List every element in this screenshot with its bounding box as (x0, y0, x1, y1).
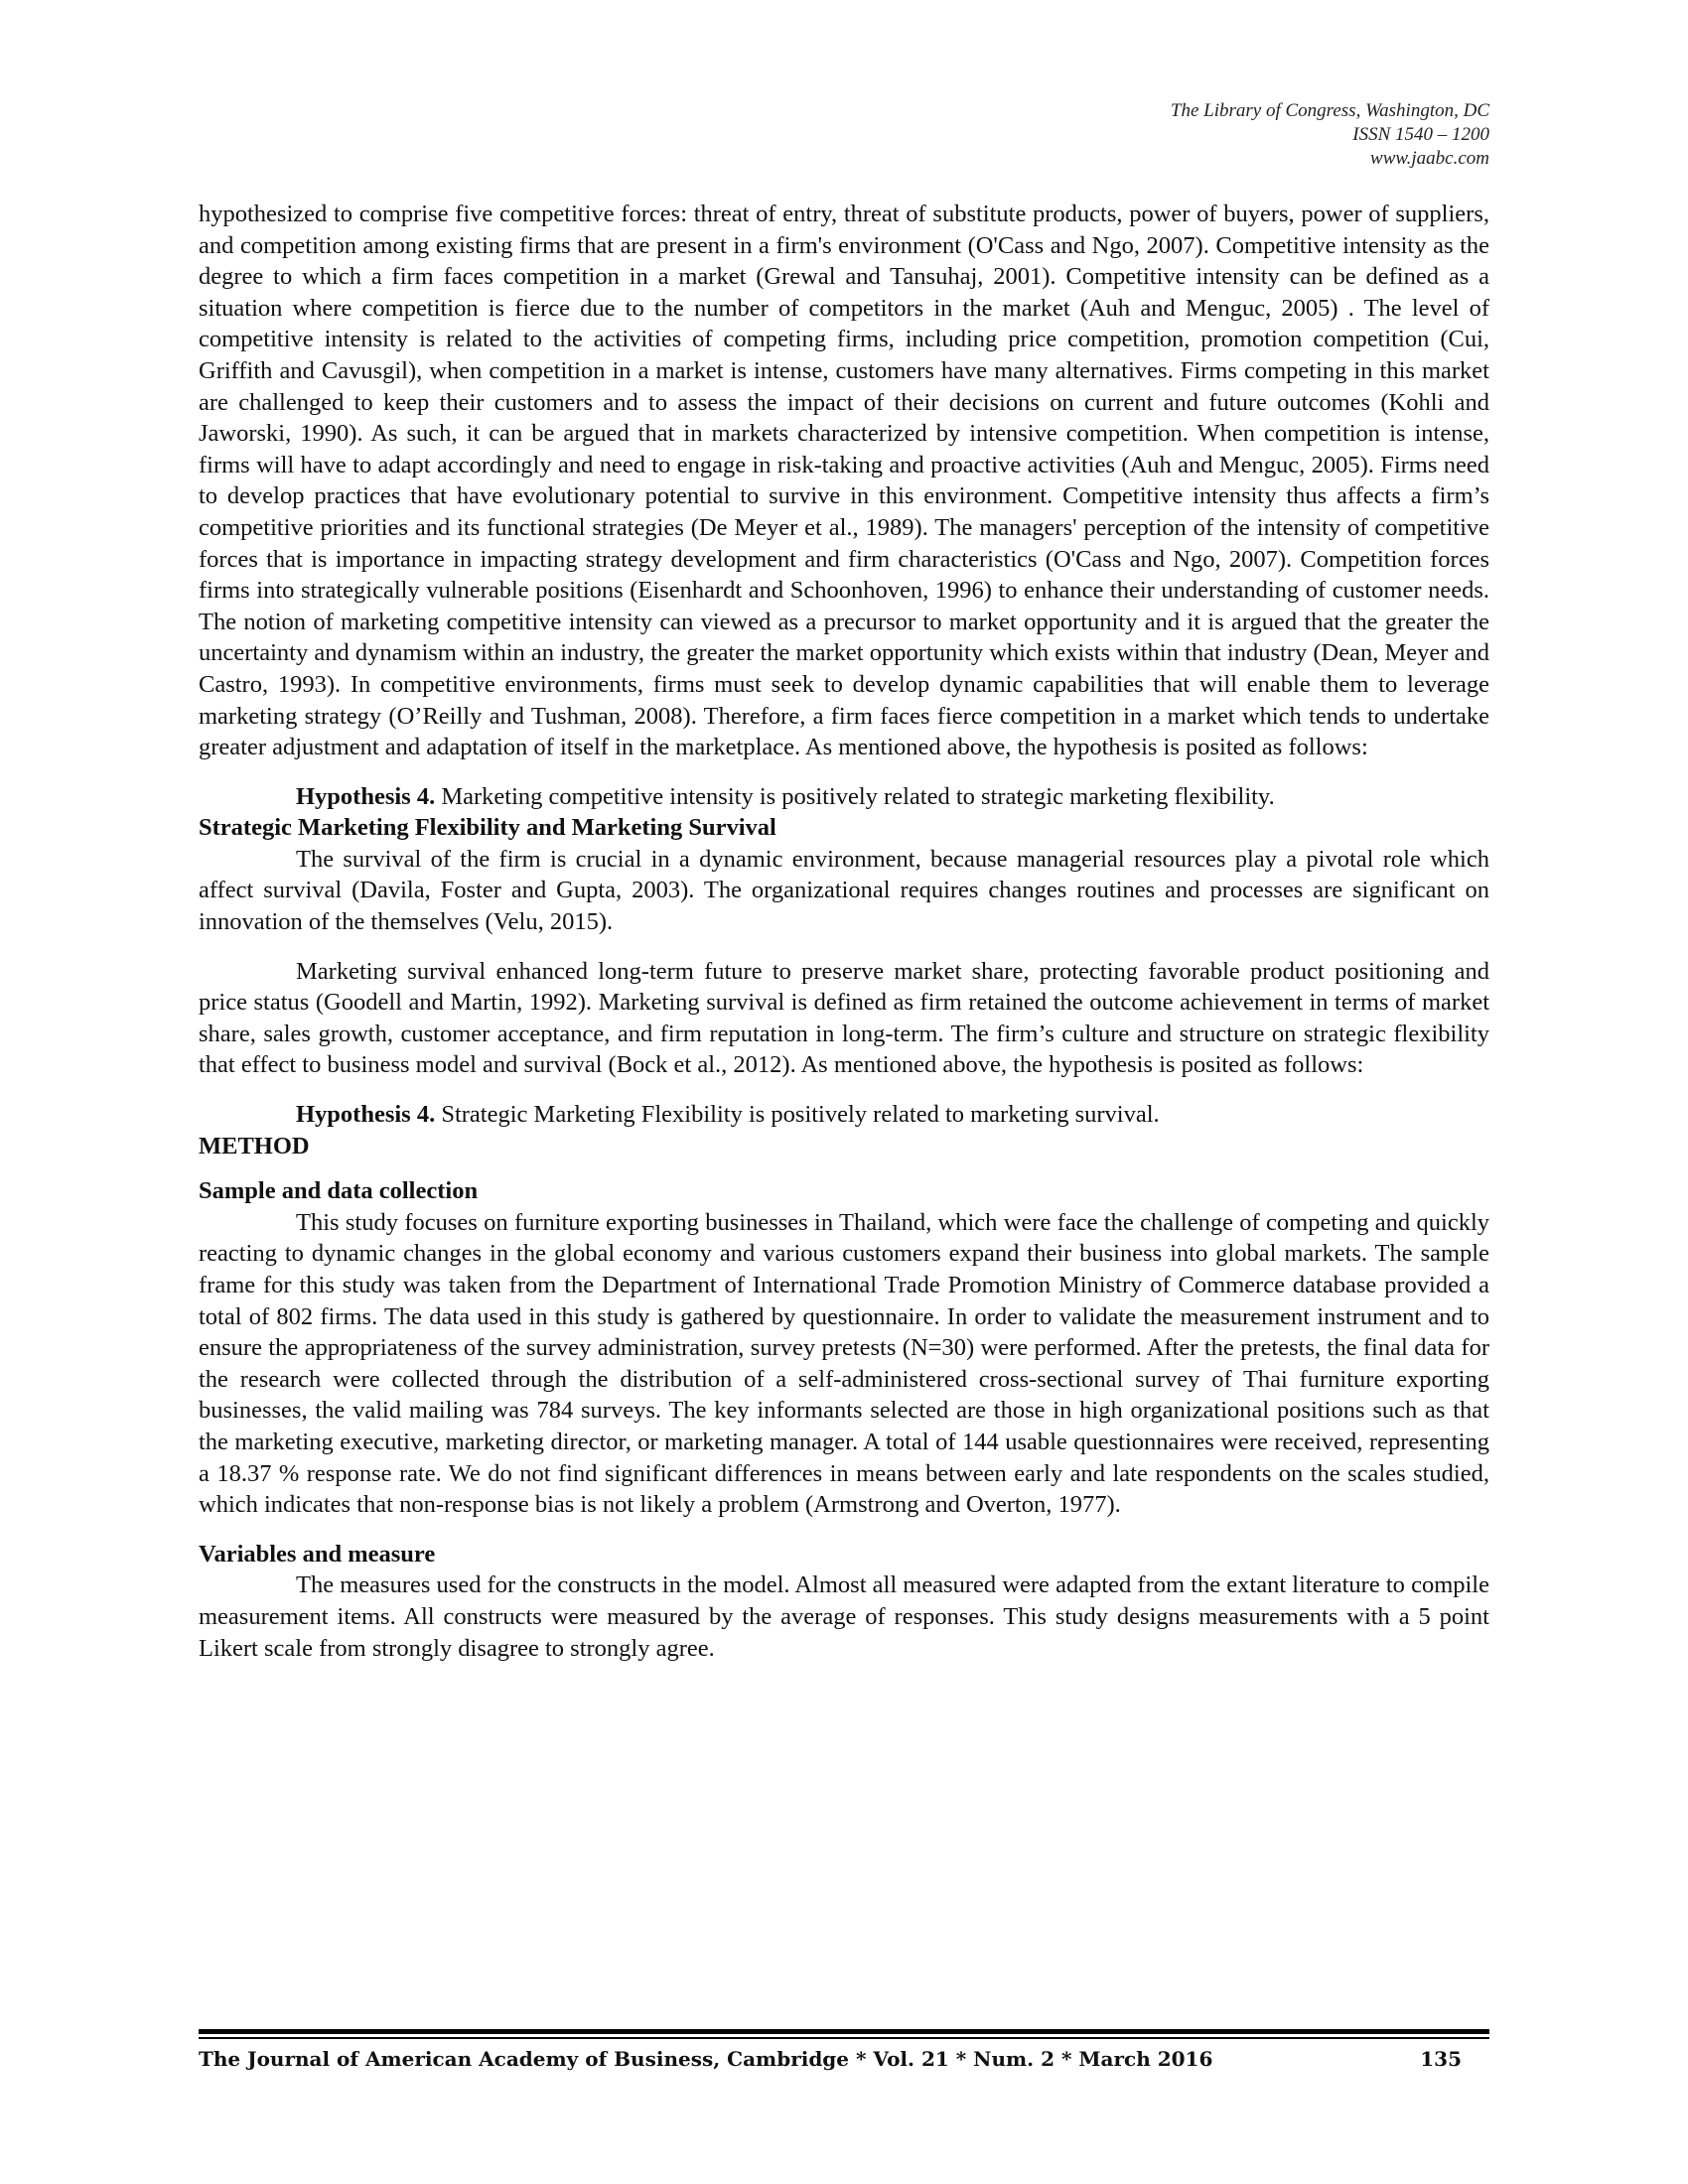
paragraph-competitive-intensity: hypothesized to comprise five competitive forces: threat of entry, threat of substitute products, power of buyers, power of suppliers, and competition among existing firms that are present in a firm's environment (O'Cass and Ngo, 2007). Competitive intensity as the degree to which a firm faces competition in a market (Grewal and Tansuhaj, 2001). Competitive intensity can be defined as a situation where competition is fierce due to the number of competitors in the market (Auh and Menguc, 2005) . The level of competitive intensity is related to the activities of competing firms, including price competition, promotion competition (Cui, Griffith and Cavusgil), when competition in a market is intense, customers have many alternatives. Firms competing in this market are challenged to keep their customers and to assess the impact of their decisions on current and future outcomes (Kohli and Jaworski, 1990). As such, it can be argued that in markets characterized by intensive competition. When competition is intense, firms will have to adapt accordingly and need to engage in risk-taking and proactive activities (Auh and Menguc, 2005). Firms need to develop practices that have evolutionary potential to survive in this environment. Competitive intensity thus affects a firm’s competitive priorities and its functional strategies (De Meyer et al., 1989). The managers' perception of the intensity of competitive forces that is importance in impacting strategy development and firm characteristics (O'Cass and Ngo, 2007). Competition forces firms into strategically vulnerable positions (Eisenhardt and Schoonhoven, 1996) to enhance their understanding of customer needs. The notion of marketing competitive intensity can viewed as a precursor to market opportunity and it is argued that the greater the uncertainty and dynamism within an industry, the greater the market opportunity which exists within that industry (Dean, Meyer and Castro, 1993). In competitive environments, firms must seek to develop dynamic capabilities that will enable them to leverage marketing strategy (O’Reilly and Tushman, 2008). Therefore, a firm faces fierce competition in a market which tends to undertake greater adjustment and adaptation of itself in the marketplace. As mentioned above, the hypothesis is posited as follows: (199, 201, 1489, 761)
header-issn: ISSN 1540 – 1200 (1352, 124, 1489, 145)
section-heading-variables: Variables and measure (199, 1540, 436, 1568)
body-text (199, 199, 1489, 1664)
page-footer (199, 2047, 1489, 2079)
hypothesis-text: Strategic Marketing Flexibility is positively related to marketing survival. (435, 1101, 1160, 1129)
section-heading-flexibility-survival: Strategic Marketing Flexibility and Marketing Survival (199, 814, 776, 842)
page-number: 135 (1420, 2047, 1462, 2071)
section-heading-sample: Sample and data collection (199, 1177, 479, 1205)
paragraph-sample: This study focuses on furniture exporting businesses in Thailand, which were face the challenge of competing and quickly reacting to dynamic changes in the global economy and various customers expand their business into global markets. The sample frame for this study was taken from the Department of International Trade Promotion Ministry of Commerce database provided a total of 802 firms. The data used in this study is gathered by questionnaire. In order to validate the measurement instrument and to ensure the appropriateness of the survey administration, survey pretests (N=30) were performed. After the pretests, the final data for the research were collected through the distribution of a self-administered cross-sectional survey of Thai furniture exporting businesses, the valid mailing was 784 surveys. The key informants selected are those in high organizational positions such as that the marketing executive, marketing director, or marketing manager. A total of 144 usable questionnaires were received, representing a 18.37 % response rate. We do not find significant differences in means between early and late respondents on the scales studied, which indicates that non-response bias is not likely a problem (Armstrong and Overton, 1977). (199, 1208, 1489, 1519)
hypothesis-text: Marketing competitive intensity is positively related to strategic marketing flexibility. (435, 782, 1275, 810)
paragraph-survival: The survival of the firm is crucial in a dynamic environment, because managerial resources play a pivotal role which affect survival (Davila, Foster and Gupta, 2003). The organizational requires changes routines and processes are significant on innovation of the themselves (Velu, 2015). (199, 845, 1489, 936)
footer-rule (199, 2029, 1489, 2034)
hypothesis-statement-1 (199, 781, 1489, 813)
paragraph-marketing-survival: Marketing survival enhanced long-term future to preserve market share, protecting favorable product positioning and price status (Goodell and Martin, 1992). Marketing survival is defined as firm retained the outcome achievement in terms of market share, sales growth, customer acceptance, and firm reputation in long-term. The firm’s culture and structure on strategic flexibility that effect to business model and survival (Bock et al., 2012). As mentioned above, the hypothesis is posited as follows: (199, 957, 1489, 1079)
hypothesis-statement-2 (199, 1099, 1489, 1131)
running-header (1171, 99, 1489, 171)
footer-journal: The Journal of American Academy of Business, Cambridge * Vol. 21 * Num. 2 * March 2016 (199, 2047, 1213, 2071)
footer-rule-thin (199, 2037, 1489, 2039)
method-heading: METHOD (199, 1132, 310, 1160)
hypothesis-label: Hypothesis 4. (296, 782, 436, 810)
hypothesis-label: Hypothesis 4. (296, 1101, 436, 1129)
header-publisher: The Library of Congress, Washington, DC (1170, 100, 1489, 121)
paragraph-variables: The measures used for the constructs in the model. Almost all measured were adapted from the extant literature to compile measurement items. All constructs were measured by the average of responses. This study designs measurements with a 5 point Likert scale from strongly disagree to strongly agree. (199, 1571, 1489, 1662)
header-website: www.jaabc.com (1370, 148, 1489, 169)
